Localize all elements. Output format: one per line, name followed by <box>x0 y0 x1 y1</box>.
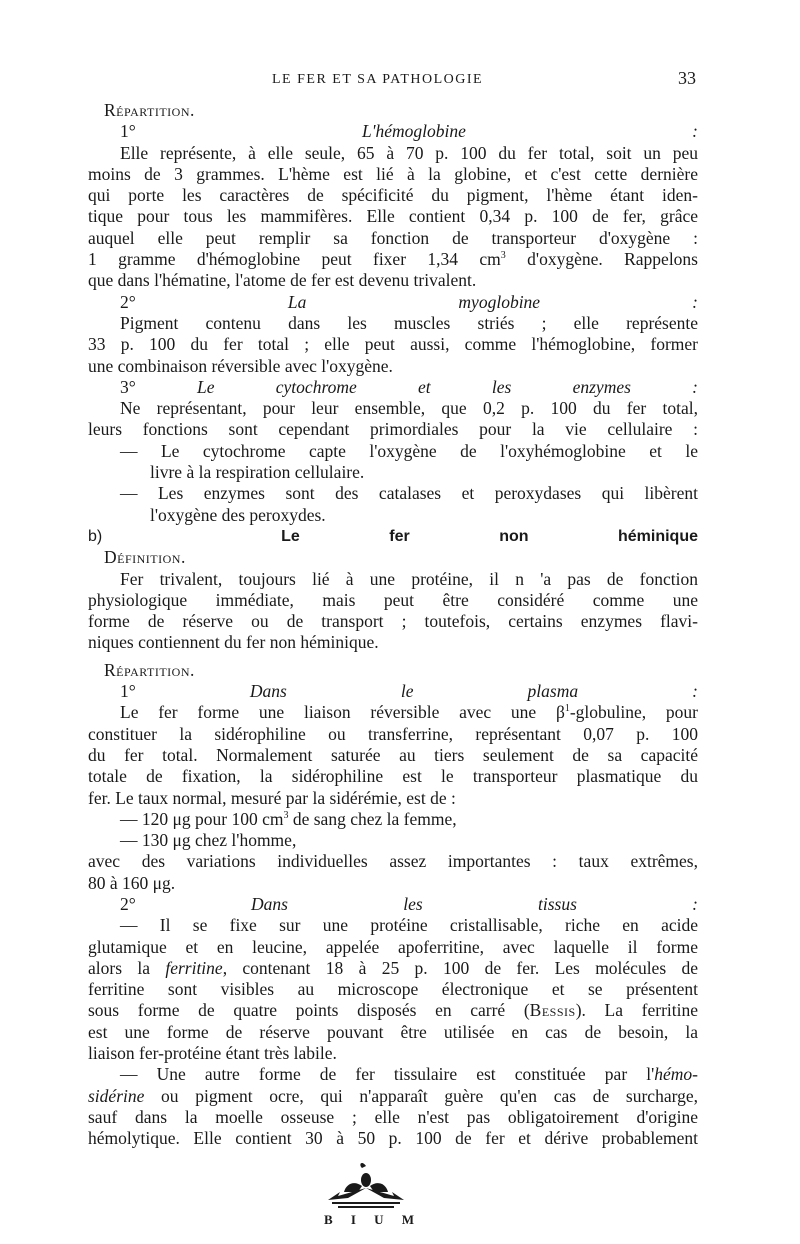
text-line: — Une autre forme de fer tissulaire est constituée par l'hémo- <box>120 1064 698 1085</box>
text-line: forme de réserve ou de transport ; toutefois, certains enzymes flavi- <box>88 611 698 632</box>
text-line: niques contiennent du fer non héminique. <box>88 632 379 653</box>
text-line: auquel elle peut remplir sa fonction de transporteur d'oxygène : <box>88 227 698 248</box>
page-number: 33 <box>678 68 696 88</box>
text-line: avec des variations individuelles assez importantes : taux extrêmes, <box>88 851 698 872</box>
text-line: physiologique immédiate, mais peut être considéré comme une <box>88 589 698 610</box>
subheading-myoglobine: 2° La myoglobine : <box>120 291 698 312</box>
text-line: est une forme de réserve pouvant être utilisée en cas de besoin, la <box>88 1021 698 1042</box>
text-line: une combinaison réversible avec l'oxygène. <box>88 355 393 376</box>
text-line: ferritine sont visibles au microscope électronique et se présentent <box>88 979 698 1000</box>
text-line: tique pour tous les mammifères. Elle contient 0,34 p. 100 de fer, grâce <box>88 206 698 227</box>
text-line: fer. Le taux normal, mesuré par la sidérémie, est de : <box>88 787 456 808</box>
list-item: — 120 μg pour 100 $cm^3$ de sang chez la femme, <box>120 808 457 829</box>
text-line: 80 à 160 μg. <box>88 872 176 893</box>
text-line: Elle représente, à elle seule, 65 à 70 p. 100 du fer total, soit un peu <box>120 142 698 163</box>
text-line: livre à la respiration cellulaire. <box>150 462 365 483</box>
text-line: — Il se fixe sur une protéine cristallisable, riche en acide <box>120 915 698 936</box>
subheading-plasma: 1° Dans le plasma : <box>120 681 699 702</box>
running-title: LE FER ET SA PATHOLOGIE <box>272 72 484 87</box>
text-line: hémolytique. Elle contient 30 à 50 p. 100 de fer et dérive probablement <box>88 1128 698 1149</box>
text-line: Ne représentant, pour leur ensemble, que 0,2 p. 100 du fer total, <box>120 398 698 419</box>
text-line: liaison fer-protéine étant très labile. <box>88 1043 337 1064</box>
repartition-heading: Répartition. <box>104 100 195 120</box>
text-line: l'oxygène des peroxydes. <box>150 504 326 525</box>
text-line: totale de fixation, la sidérophiline est le transporteur plasmatique du <box>88 766 698 787</box>
subheading-cytochrome: 3° Le cytochrome et les enzymes : <box>120 376 699 397</box>
text-line: constituer la sidérophiline ou transferrine, représentant 0,07 p. 100 <box>88 723 698 744</box>
text-line: leurs fonctions sont cependant primordiales pour la vie cellulaire : <box>88 419 698 440</box>
text-line: — Les enzymes sont des catalases et peroxydases qui libèrent <box>120 483 698 504</box>
text-line: Fer trivalent, toujours lié à une protéine, il n 'a pas de fonction <box>120 568 698 589</box>
body-text <box>88 100 698 1150</box>
subheading-hemoglobine: 1° L'hémoglobine : <box>120 121 699 142</box>
logo-letters: B I U M <box>324 1212 414 1227</box>
repartition-heading-b: Répartition. <box>104 659 195 680</box>
text-line: glutamique et en leucine, appelée apoferritine, avec laquelle il forme <box>88 936 698 957</box>
text-line: alors la ferritine, contenant 18 à 25 p. 100 de fer. Les molécules de <box>88 957 698 978</box>
text-line: qui porte les caractères de spécificité du pigment, l'hème étant iden- <box>88 185 698 206</box>
text-line: Pigment contenu dans les muscles striés ; elle représente <box>120 312 698 333</box>
section-heading: b) Le fer non héminique <box>88 527 698 545</box>
text-line: Le fer forme une liaison réversible avec une $\beta^1$-globuline, pour <box>120 702 698 723</box>
text-line: sous forme de quatre points disposés en carré (Bessis). La ferritine <box>88 1000 698 1021</box>
text-line: — Le cytochrome capte l'oxygène de l'oxyhémoglobine et le <box>120 440 698 461</box>
text-line: 1 gramme d'hémoglobine peut fixer 1,34 $cm^3$ d'oxygène. Rappelons <box>88 249 698 270</box>
text-line: moins de 3 grammes. L'hème est lié à la globine, et c'est cette dernière <box>88 163 698 184</box>
text-line: sidérine ou pigment ocre, qui n'apparaît guère qu'en cas de surcharge, <box>88 1085 698 1106</box>
subheading-tissus: 2° Dans les tissus : <box>120 893 698 914</box>
text-line: que dans l'hématine, l'atome de fer est devenu trivalent. <box>88 270 477 291</box>
list-item: — 130 μg chez l'homme, <box>120 830 297 851</box>
text-line: sauf dans la moelle osseuse ; elle n'est pas obligatoirement d'origine <box>88 1106 698 1127</box>
text-line: 33 p. 100 du fer total ; elle peut aussi, comme l'hémoglobine, former <box>88 334 698 355</box>
text-line: du fer total. Normalement saturée au tiers seulement de sa capacité <box>88 744 698 765</box>
definition-heading: Définition. <box>104 547 186 568</box>
